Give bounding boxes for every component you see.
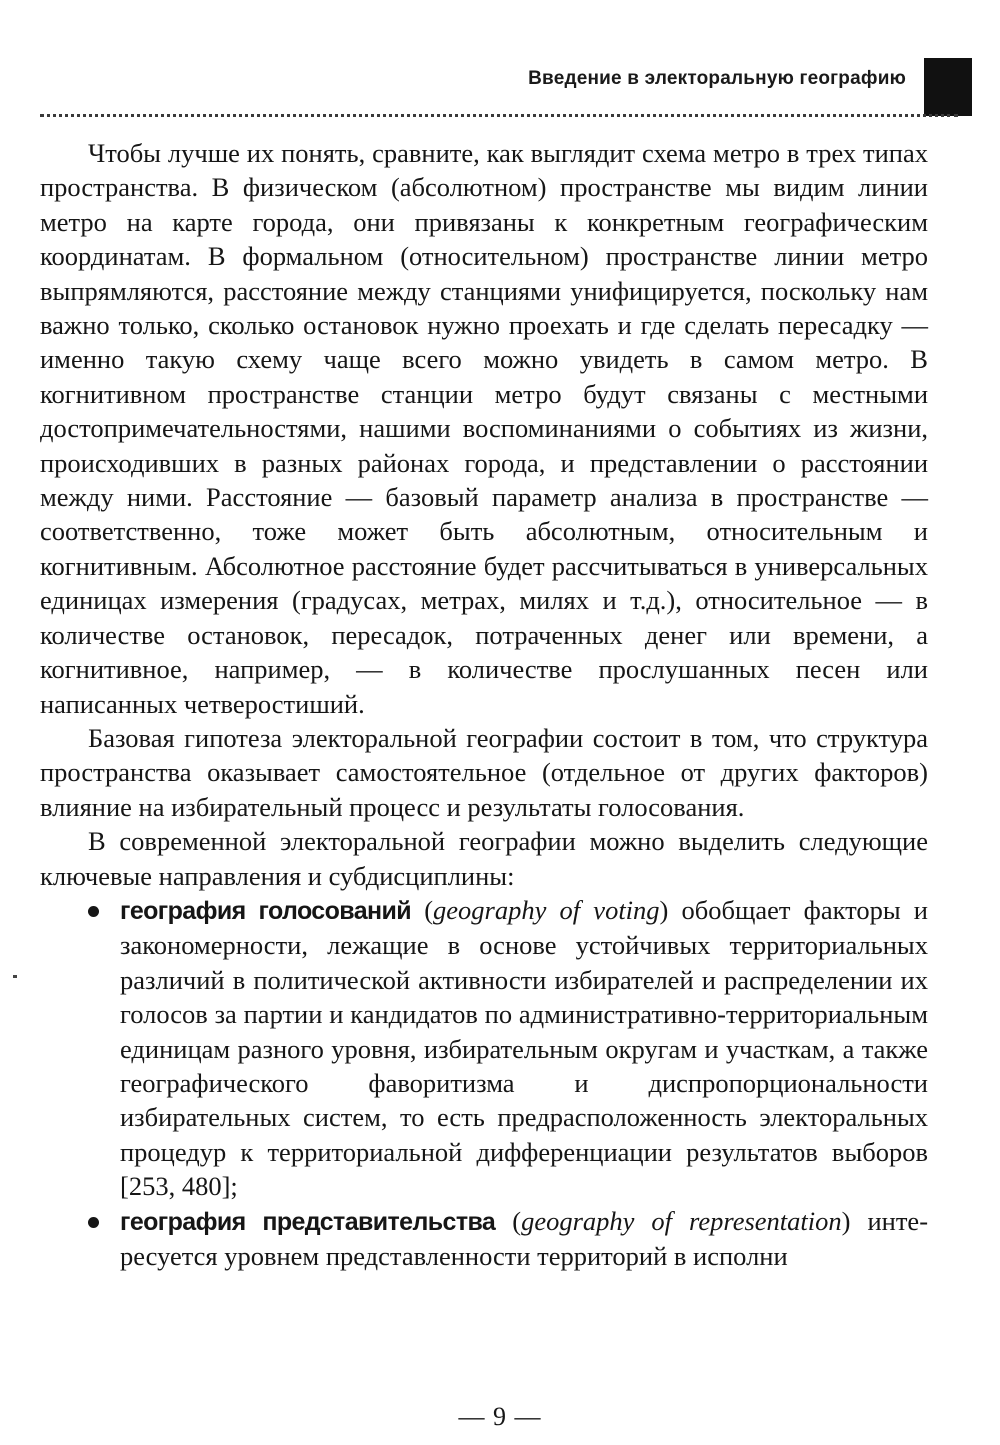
running-header — [40, 58, 958, 118]
page-body — [40, 136, 928, 1273]
bullet-icon — [88, 1217, 99, 1228]
list-item-english-term: geography of voting — [433, 894, 660, 925]
list-item — [120, 1204, 928, 1274]
list-item-term: география представительства — [120, 1207, 496, 1236]
paragraph-base-hypothesis: Базовая гипотеза электоральной географии состоит в том, что структура пространства оказывает самостоятельное (отдельное от других факторов) влияние на избирательный процесс и результаты голосования. — [40, 722, 928, 822]
margin-speck — [13, 975, 17, 978]
paragraph-subdisciplines-intro: В современной электоральной географии можно выделить следующие ключевые направления и субдисциплины: — [40, 826, 928, 891]
running-header-title: Введение в электоральную географию — [528, 68, 906, 89]
list-item-paren-open: ( — [411, 894, 434, 925]
list-item-term: география голосований — [120, 896, 412, 925]
list-item — [120, 893, 928, 1204]
list-item-paren-open: ( — [495, 1205, 522, 1236]
list-item-text: ) обобщает факторы и закономерности, лежащие в основе устойчивых территориальных различий в политической активности избирателей и распределении их голосов за партии и кандидатов по административно-территориальным единицам разного уровня, избирательным округам и участкам, а также географического фаворитизма и диспропорциональности избирательных систем, то есть предрасположенность электоральных процедур к территориальной дифференциации результатов выборов [253, 480]; — [120, 894, 928, 1202]
subdiscipline-list — [40, 893, 928, 1273]
bullet-icon — [88, 906, 99, 917]
header-dotted-rule — [40, 114, 958, 117]
list-item-text: ) интересуется уровнем представленности территорий в исполни — [120, 1205, 929, 1271]
list-item-english-term: geography of representation — [521, 1205, 842, 1236]
page-number: — 9 — — [458, 1402, 542, 1431]
paragraph-metro-spaces: Чтобы лучше их понять, сравните, как выглядит схема метро в трех типах пространства. В физическом (абсолютном) пространстве мы видим линии метро на карте города, они привязаны к конкретным географическим координатам. В формальном (относительном) пространстве линии метро выпрямляются, расстояние между станциями унифицируется, поскольку нам важно только, сколько остановок нужно проехать и где сделать пересадку — именно такую схему чаще всего можно увидеть в самом метро. В когнитивном пространстве станции метро будут связаны с местными достопримечательностями, нашими воспоминаниями о событиях из жизни, происходивших в разных районах города, и представлении о расстоянии между ними. Расстояние — базовый параметр анализа в пространстве — соответственно, тоже может быть абсолютным, относительным и когнитивным. Абсолютное расстояние будет рассчитываться в универсальных единицах измерения (градусах, метрах, милях и т.д.), относительное — в количестве остановок, пересадок, потраченных денег или времени, а когнитивное, например, — в количестве прослушанных песен или написанных четверостиший. — [40, 138, 928, 719]
header-thumb-tab — [924, 58, 972, 116]
